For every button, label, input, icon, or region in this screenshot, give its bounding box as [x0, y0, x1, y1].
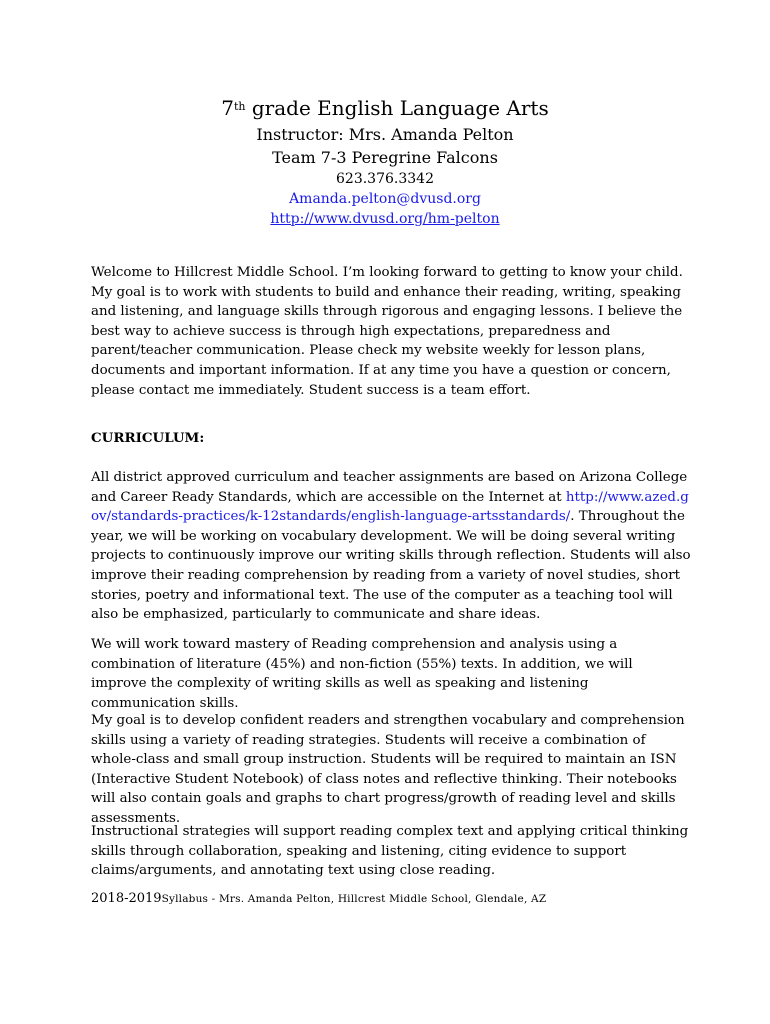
page-title — [0, 92, 770, 123]
email-link[interactable]: Amanda.pelton@dvusd.org — [289, 191, 481, 207]
standards-link[interactable]: http://www.azed.gov/standards-practices/k-12standards/english-language-artsstandards/ — [91, 489, 689, 525]
footer-text: Syllabus - Mrs. Amanda Pelton, Hillcrest Middle School, Glendale, AZ — [161, 893, 547, 905]
title-grade-number: 7 — [221, 96, 234, 120]
document-header — [0, 92, 770, 229]
curriculum-paragraph-1 — [91, 468, 691, 625]
curriculum-paragraph-2: We will work toward mastery of Reading comprehension and analysis using a combination of literature (45%) and non-fiction (55%) texts. In addition, we will improve the complexity of writing skills as well as speaking and listening communication skills. — [91, 637, 633, 711]
welcome-paragraph: Welcome to Hillcrest Middle School. I’m looking forward to getting to know your child. My goal is to work with students to build and enhance their reading, writing, speaking and listening, and language skills through rigorous and engaging lessons. I believe the best way to achieve success is through high expectations, preparedness and parent/teacher communication. Please check my website weekly for lesson plans, documents and important information. If at any time you have a question or concern, please contact me immediately. Student success is a team effort. — [91, 265, 683, 398]
curriculum-p1-start: All district approved curriculum and teacher assignments are based on Arizona College and Career Ready Standards, which are accessible on the Internet at — [91, 470, 688, 505]
title-text: grade English Language Arts — [245, 96, 549, 120]
curriculum-p1-end: . Throughout the year, we will be working on vocabulary development. We will be doing several writing projects to continuously improve our writing skills through reflection. Students will also improve their reading comprehension by reading from a variety of novel studies, short stories, poetry and informational text. The use of the computer as a teaching tool will also be emphasized, particularly to communicate and share ideas. — [91, 509, 691, 623]
curriculum-paragraph-3: My goal is to develop confident readers and strengthen vocabulary and comprehension skills using a variety of reading strategies. Students will receive a combination of whole-class and small group instruction. Students will be required to maintain an ISN (Interactive Student Notebook) of class notes and reflective thinking. Their notebooks will also contain goals and graphs to chart progress/growth of reading level and skills assessments. — [91, 713, 685, 826]
page-footer — [91, 891, 691, 906]
curriculum-heading: CURRICULUM: — [91, 430, 205, 446]
curriculum-paragraph-4: Instructional strategies will support reading complex text and applying critical thinking skills through collaboration, speaking and listening, citing evidence to support claims/arguments, and annotating text using close reading. — [91, 824, 689, 879]
instructor-name: Instructor: Mrs. Amanda Pelton — [256, 125, 514, 144]
footer-year: 2018-2019 — [91, 891, 162, 906]
website-link[interactable]: http://www.dvusd.org/hm-pelton — [270, 211, 500, 227]
phone-number: 623.376.3342 — [336, 171, 434, 187]
title-grade-suffix: th — [234, 100, 246, 113]
team-name: Team 7-3 Peregrine Falcons — [272, 148, 498, 167]
